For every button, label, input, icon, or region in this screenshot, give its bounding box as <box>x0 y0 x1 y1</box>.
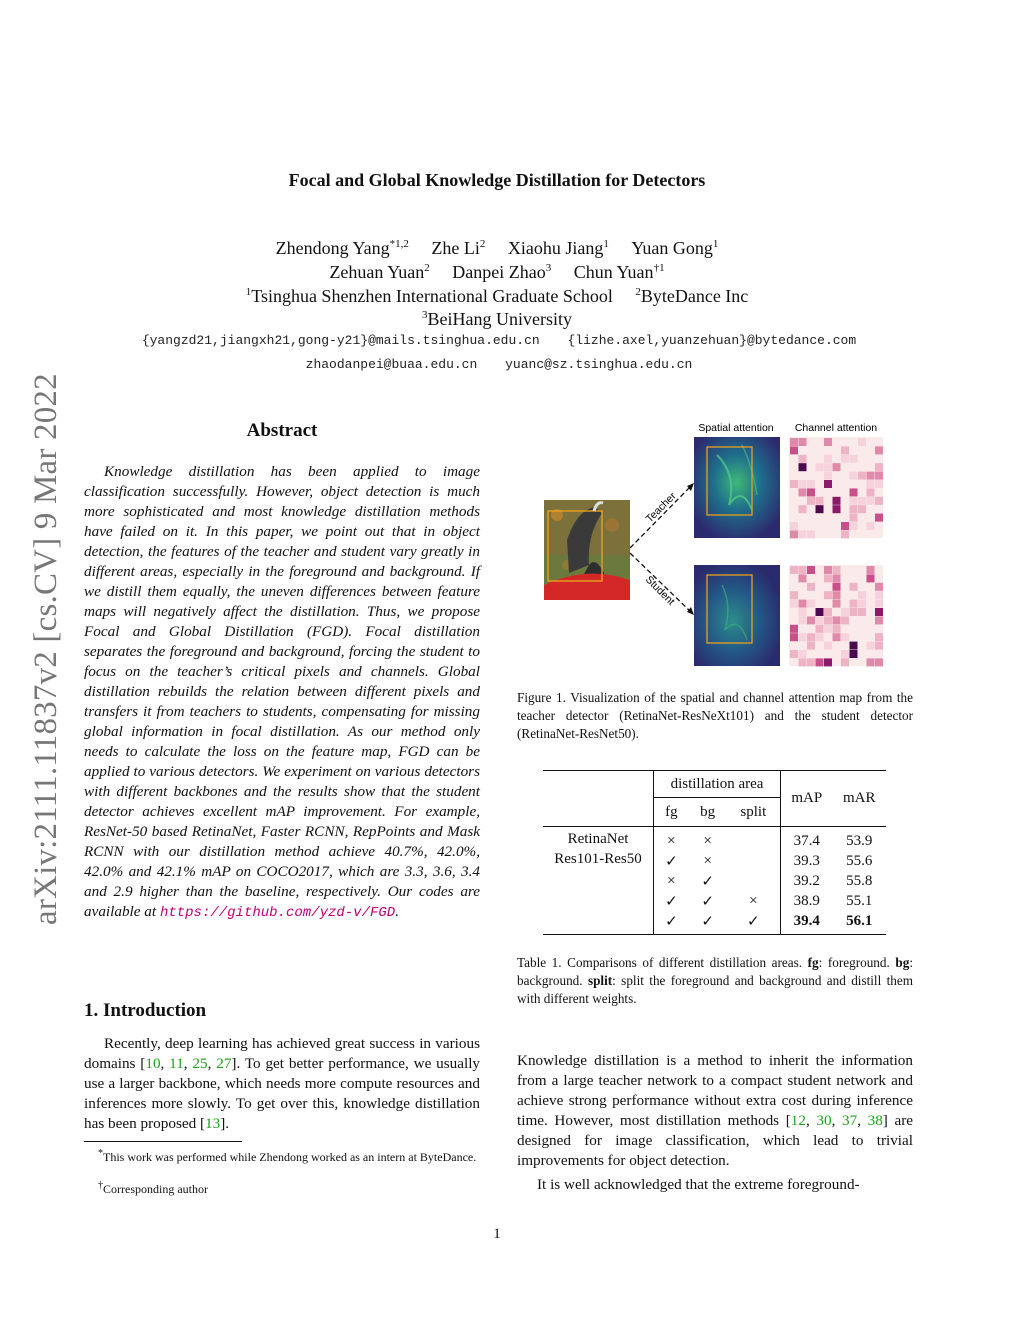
attention-cell <box>816 658 824 666</box>
attention-cell <box>799 505 807 513</box>
attention-cell <box>799 566 807 574</box>
attention-cell <box>824 616 832 624</box>
affiliation: $^3$BeiHang University <box>422 309 572 329</box>
attention-cell <box>824 566 832 574</box>
attention-cell <box>833 625 841 633</box>
attention-cell <box>833 505 841 513</box>
attention-cell <box>799 480 807 488</box>
author: Zehuan Yuan$^2$ <box>329 262 430 282</box>
attention-cell <box>841 530 849 538</box>
attention-cell <box>867 658 875 666</box>
attention-cell <box>858 608 866 616</box>
attention-cell <box>875 642 883 650</box>
attention-cell <box>841 608 849 616</box>
table-1-caption: Table 1. Comparisons of different distillation areas. fg: foreground. bg: background. split: split the foreground and background and distill them with different weights. <box>517 955 914 1006</box>
attention-cell <box>850 608 858 616</box>
attention-cell <box>833 463 841 471</box>
attention-cell <box>833 600 841 608</box>
attention-cell <box>858 472 866 480</box>
attention-cell <box>875 633 883 641</box>
attention-cell <box>799 658 807 666</box>
page-number: 1 <box>493 1226 501 1242</box>
attention-cell <box>850 642 858 650</box>
attention-cell <box>841 455 849 463</box>
attention-cell <box>850 600 858 608</box>
attention-cell <box>790 591 798 599</box>
attention-cell <box>816 625 824 633</box>
attention-cell <box>807 497 815 505</box>
attention-cell <box>875 472 883 480</box>
student-spatial-attention-map <box>694 565 780 666</box>
attention-cell <box>790 633 798 641</box>
citation-link[interactable]: 13 <box>205 1115 221 1132</box>
attention-cell <box>807 480 815 488</box>
attention-cell <box>833 591 841 599</box>
attention-cell <box>816 505 824 513</box>
attention-cell <box>824 463 832 471</box>
attention-cell <box>867 642 875 650</box>
table-header-bg: bg <box>700 803 716 820</box>
attention-cell <box>790 566 798 574</box>
student-label: Student <box>642 573 677 608</box>
attention-cell <box>816 616 824 624</box>
attention-cell <box>807 600 815 608</box>
attention-cell <box>841 633 849 641</box>
attention-cell <box>867 480 875 488</box>
attention-cell <box>807 566 815 574</box>
email: {lizhe.axel,yuanzehuan}@bytedance.com <box>567 333 857 348</box>
attention-cell <box>790 480 798 488</box>
attention-cell <box>858 600 866 608</box>
attention-cell <box>799 650 807 658</box>
citation-link[interactable]: 10 <box>145 1055 161 1072</box>
attention-cell <box>799 530 807 538</box>
table-group-header: distillation area <box>654 771 781 798</box>
attention-cell <box>841 650 849 658</box>
attention-cell <box>875 591 883 599</box>
attention-cell <box>790 522 798 530</box>
attention-cell <box>824 642 832 650</box>
student-channel-attention-map <box>789 565 883 666</box>
email-line-2 <box>0 357 998 372</box>
attention-cell <box>875 480 883 488</box>
arxiv-identifier: arXiv:2111.11837v2 [cs.CV] 9 Mar 2022 <box>28 373 64 925</box>
attention-cell <box>790 530 798 538</box>
figure-1-caption: Figure 1. Visualization of the spatial and channel attention map from the teacher detector (RetinaNet-ResNeXt101) and the student detector (RetinaNet-ResNet50). <box>517 690 913 741</box>
abstract-heading: Abstract <box>246 420 318 441</box>
table-1 <box>543 770 886 935</box>
attention-cell <box>833 633 841 641</box>
attention-cell <box>799 574 807 582</box>
email-line-1 <box>0 333 998 348</box>
attention-cell <box>824 480 832 488</box>
channel-attention-label: Channel attention <box>794 422 878 434</box>
attention-cell <box>875 583 883 591</box>
attention-cell <box>875 616 883 624</box>
affiliation: $^2$ByteDance Inc <box>635 286 749 306</box>
author: Chun Yuan$^{\dagger 1}$ <box>573 262 665 282</box>
affiliation: $^1$Tsinghua Shenzhen International Graduate School <box>245 286 613 306</box>
attention-cell <box>875 658 883 666</box>
attention-cell <box>867 497 875 505</box>
footnote-2: †Corresponding author <box>98 1180 208 1196</box>
table-row: ✓ ✓ ✓ 39.4 56.1 <box>543 911 886 935</box>
attention-cell <box>824 455 832 463</box>
email: {yangzd21,jiangxh21,gong-y21}@mails.tsinghua.edu.cn <box>141 333 540 348</box>
attention-cell <box>850 514 858 522</box>
attention-cell <box>875 446 883 454</box>
citation-link[interactable]: 38 <box>867 1112 883 1129</box>
author: Danpei Zhao$^3$ <box>452 262 552 282</box>
paper-title: Focal and Global Knowledge Distillation for Detectors <box>288 170 706 190</box>
attention-cell <box>867 574 875 582</box>
teacher-spatial-attention-map <box>694 437 780 538</box>
table-header-fg: fg <box>654 798 689 827</box>
author: Zhendong Yang$^{*1,2}$ <box>275 238 409 258</box>
table-row: ✓ × 39.3 55.6 <box>543 851 886 871</box>
attention-cell <box>824 625 832 633</box>
attention-cell <box>807 583 815 591</box>
citation-link[interactable]: 11 <box>169 1055 184 1072</box>
author: Xiaohu Jiang$^1$ <box>507 238 609 258</box>
attention-cell <box>790 446 798 454</box>
attention-cell <box>875 600 883 608</box>
table-header-split: split <box>740 803 767 820</box>
attention-cell <box>841 446 849 454</box>
attention-cell <box>799 488 807 496</box>
results-table <box>543 770 886 935</box>
attention-cell <box>799 463 807 471</box>
attention-cell <box>875 463 883 471</box>
attention-cell <box>850 488 858 496</box>
attention-visualization <box>517 415 917 675</box>
table-header-map: mAP <box>781 771 833 827</box>
attention-cell <box>850 583 858 591</box>
attention-cell <box>850 522 858 530</box>
attention-cell <box>850 650 858 658</box>
table-row: ✓ ✓ × 38.9 55.1 <box>543 891 886 911</box>
introduction-paragraph: Recently, deep learning has achieved great success in various domains [10, 11, 25, 27]. To get better performance, we usually use a larger backbone, which needs more compute resources and inferences more slowly. To get over this, knowledge distillation has been proposed [13]. <box>84 1035 481 1132</box>
attention-cell <box>824 472 832 480</box>
attention-cell <box>875 514 883 522</box>
citation-link[interactable]: 12 <box>790 1112 806 1129</box>
attention-cell <box>850 455 858 463</box>
introduction-heading: 1. Introduction <box>84 1000 207 1021</box>
attention-cell <box>867 488 875 496</box>
author: Zhe Li$^2$ <box>431 238 486 258</box>
attention-cell <box>841 658 849 666</box>
attention-cell <box>799 608 807 616</box>
attention-cell <box>799 600 807 608</box>
attention-cell <box>858 438 866 446</box>
model-name-cell: RetinaNet Res101-Res50 <box>554 831 642 867</box>
teacher-label: Teacher <box>643 490 679 526</box>
attention-cell <box>833 583 841 591</box>
attention-cell <box>833 566 841 574</box>
code-link[interactable]: https://github.com/yzd-v/FGD <box>159 905 396 921</box>
table-row: × ✓ 39.2 55.8 <box>543 871 886 891</box>
citation-link[interactable]: 37 <box>842 1112 858 1129</box>
affiliation-line-2 <box>0 304 994 331</box>
attention-cell <box>867 472 875 480</box>
attention-cell <box>807 642 815 650</box>
attention-cell <box>790 438 798 446</box>
citation-link[interactable]: 27 <box>216 1055 232 1072</box>
footnote-rule <box>84 1141 242 1142</box>
attention-cell <box>790 600 798 608</box>
attention-cell <box>799 616 807 624</box>
attention-cell <box>816 633 824 641</box>
right-column-paragraph-2: It is well acknowledged that the extreme foreground- <box>537 1176 860 1193</box>
teacher-channel-attention-map <box>789 437 883 538</box>
input-image <box>544 500 630 600</box>
attention-cell <box>824 608 832 616</box>
footnote-1: *This work was performed while Zhendong worked as an intern at ByteDance. <box>98 1148 477 1164</box>
attention-cell <box>833 497 841 505</box>
attention-cell <box>850 497 858 505</box>
attention-cell <box>858 591 866 599</box>
attention-cell <box>824 438 832 446</box>
author-line-2 <box>0 257 994 284</box>
attention-cell <box>807 633 815 641</box>
attention-cell <box>875 497 883 505</box>
attention-cell <box>850 505 858 513</box>
attention-cell <box>790 625 798 633</box>
attention-cell <box>790 650 798 658</box>
attention-cell <box>841 522 849 530</box>
attention-cell <box>799 438 807 446</box>
attention-cell <box>858 497 866 505</box>
attention-cell <box>867 566 875 574</box>
attention-cell <box>858 505 866 513</box>
attention-cell <box>824 591 832 599</box>
attention-cell <box>833 616 841 624</box>
table-row: RetinaNet Res101-Res50 × × 37.4 53.9 <box>543 827 886 852</box>
attention-cell <box>816 608 824 616</box>
attention-cell <box>867 522 875 530</box>
author: Yuan Gong$^1$ <box>631 238 719 258</box>
attention-cell <box>807 530 815 538</box>
email: zhaodanpei@buaa.edu.cn <box>305 357 478 372</box>
citation-link[interactable]: 25 <box>192 1055 208 1072</box>
attention-cell <box>799 633 807 641</box>
table-header-mar: mAR <box>843 790 876 806</box>
attention-cell <box>799 455 807 463</box>
figure-1 <box>517 415 917 675</box>
spatial-attention-label: Spatial attention <box>698 422 774 434</box>
email: yuanc@sz.tsinghua.edu.cn <box>505 357 693 372</box>
attention-cell <box>824 574 832 582</box>
attention-cell <box>816 463 824 471</box>
attention-cell <box>807 658 815 666</box>
attention-cell <box>833 574 841 582</box>
attention-cell <box>816 497 824 505</box>
attention-cell <box>850 472 858 480</box>
author-line-1 <box>0 233 994 260</box>
citation-link[interactable]: 30 <box>816 1112 832 1129</box>
attention-cell <box>807 616 815 624</box>
attention-cell <box>841 616 849 624</box>
right-column-paragraph-1: Knowledge distillation is a method to inherit the information from a large teacher network to a compact student network and achieve strong performance without extra cost during inference time. However, most distillation methods [12, 30, 37, 38] are designed for image classification, which lead to trivial improvements for object detection. <box>517 1052 914 1169</box>
abstract-body: Knowledge distillation has been applied to image classification successfully. However, object detection is much more sophisticated and most knowledge distillation methods have failed on it. In this paper, we point out that in object detection, the features of the teacher and student vary greatly in different areas, especially in the foreground and background. If we distill them equally, the uneven differences between feature maps will negatively affect the distillation. Thus, we propose Focal and Global Distillation (FGD). Focal distillation separates the foreground and background, forcing the student to focus on the teacher’s critical pixels and channels. Global distillation rebuilds the relation between different pixels and transfers it from teachers to students, compensating for missing global information in focal distillation. As our method only needs to calculate the loss on the feature map, FGD can be applied to various detectors. We experiment on various detectors with different backbones and the results show that the student detector achieves excellent mAP improvement. For example, ResNet-50 based RetinaNet, Faster RCNN, RepPoints and Mask RCNN with our distillation method achieve 40.7%, 42.0%, 42.0% and 42.1% mAP on COCO2017, which are 3.3, 3.6, 3.4 and 2.9 higher than the baseline, respectively. Our codes are available at https://github.com/yzd-v/FGD. <box>84 463 480 921</box>
attention-cell <box>875 608 883 616</box>
attention-cell <box>807 488 815 496</box>
attention-cell <box>824 658 832 666</box>
